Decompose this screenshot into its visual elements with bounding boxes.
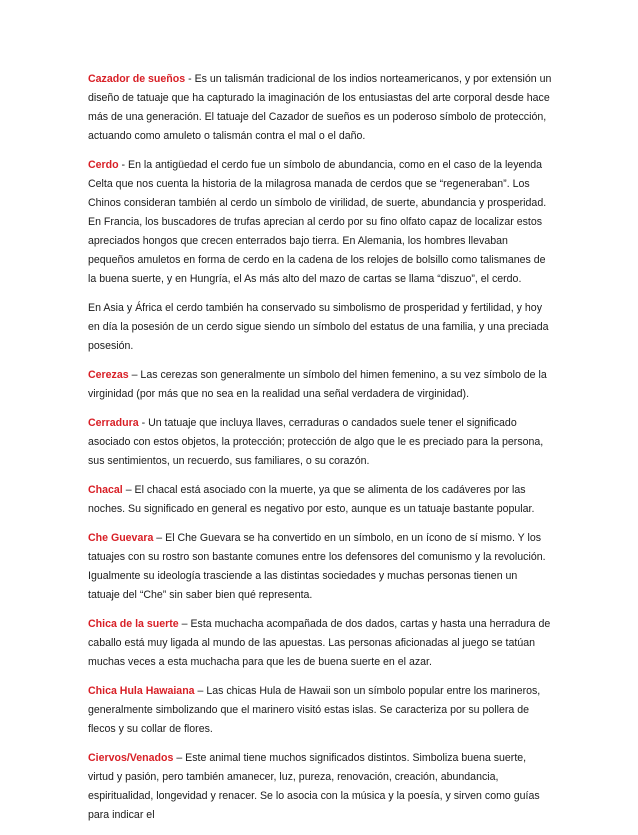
- entry-term: Ciervos/Venados: [88, 752, 174, 764]
- entry-separator: -: [138, 417, 149, 429]
- entry-separator: –: [128, 369, 141, 381]
- entry-term: Cerezas: [88, 369, 129, 381]
- entry-text: En la antigüedad el cerdo fue un símbolo de abundancia, como en el caso de la leyenda Celta que nos cuenta la historia de la milagrosa manada de cerdos que se “regeneraban”. Los Chinos consideran también al cerdo un símbolo de virilidad, de suerte, abundancia y prosperidad. En Francia, los buscadores de trufas aprecian al cerdo por su fino olfato capaz de localizar estos apreciados hongos que crecen enterrados bajo tierra. En Alemania, los hombres llevaban pequeños amuletos en forma de cerdo en la cadena de los relojes de bolsillo como talismanes de la buena suerte, y en Hungría, el As más alto del mazo de cartas se llama “diszuo”, el cerdo.: [88, 159, 547, 285]
- entry-text: Esta muchacha acompañada de dos dados, cartas y hasta una herradura de caballo está muy ligada al mundo de las apuestas. Las personas aficionadas al juego se tatúan muchas veces a esta muchacha para que les de buena suerte en el azar.: [88, 618, 551, 668]
- entry-separator: –: [194, 685, 207, 697]
- entry-chica-de-la-suerte: [88, 615, 552, 672]
- entry-chacal: [88, 481, 552, 519]
- entry-text: Un tatuaje que incluya llaves, cerraduras o candados suele tener el significado asociado con estos objetos, la protección; protección de algo que le es preciado para la persona, sus sentimientos, un recuerdo, sus familiares, o su corazón.: [88, 417, 544, 467]
- entry-text: El Che Guevara se ha convertido en un símbolo, en un ícono de sí mismo. Y los tatuajes con su rostro son bastante comunes entre los defensores del comunismo y la revolución. Igualmente su ideología trasciende a las distintas sociedades y muchas personas tienen un tatuaje del “Che” sin saber bien qué representa.: [88, 532, 546, 601]
- entry-term: Cerdo: [88, 159, 119, 171]
- entry-che-guevara: [88, 529, 552, 605]
- entry-separator: -: [185, 73, 195, 85]
- entry-ciervos-venados: [88, 749, 552, 825]
- entry-cazador-de-suenos: [88, 70, 552, 146]
- entry-text: El chacal está asociado con la muerte, ya que se alimenta de los cadáveres por las noches. Su significado en general es negativo por esto, aunque es un tatuaje bastante popular.: [88, 484, 535, 515]
- entry-term: Che Guevara: [88, 532, 154, 544]
- entry-cerradura: [88, 414, 552, 471]
- entry-cerezas: [88, 366, 552, 404]
- entry-separator: -: [118, 159, 129, 171]
- entry-text: En Asia y África el cerdo también ha conservado su simbolismo de prosperidad y fertilidad, y hoy en día la posesión de un cerdo sigue siendo un símbolo del estatus de una familia, y una preciada posesión.: [88, 302, 549, 352]
- entry-term: Chica Hula Hawaiana: [88, 685, 195, 697]
- entry-separator: –: [173, 752, 186, 764]
- entry-term: Cerradura: [88, 417, 139, 429]
- entry-chica-hula-hawaiana: [88, 682, 552, 739]
- entry-term: Chacal: [88, 484, 123, 496]
- entry-text: Las cerezas son generalmente un símbolo del himen femenino, a su vez símbolo de la virginidad (por más que no sea en la realidad una señal verdadera de virginidad).: [88, 369, 547, 400]
- entry-text: Es un talismán tradicional de los indios norteamericanos, y por extensión un diseño de tatuaje que ha capturado la imaginación de los entusiastas del arte corporal desde hace más de una generación. El tatuaje del Cazador de sueños es un poderoso símbolo de protección, actuando como amuleto o talismán contra el mal o el daño.: [88, 73, 552, 142]
- entry-separator: –: [153, 532, 166, 544]
- entry-term: Cazador de sueños: [88, 73, 186, 85]
- entry-separator: –: [122, 484, 135, 496]
- entry-text: Este animal tiene muchos significados distintos. Simboliza buena suerte, virtud y pasión, pero también amanecer, luz, pureza, renovación, creación, abundancia, espiritualidad, longevidad y renacer. Se lo asocia con la música y la poesía, y sirven como guías para indicar el: [88, 752, 540, 821]
- entry-text: Las chicas Hula de Hawaii son un símbolo popular entre los marineros, generalmente simbolizando que el marinero visitó estas islas. Se caracteriza por su pollera de flecos y su collar de flores.: [88, 685, 541, 735]
- entry-term: Chica de la suerte: [88, 618, 179, 630]
- entry-cerdo-continuation: [88, 299, 552, 356]
- entry-cerdo: [88, 156, 552, 289]
- entry-separator: –: [178, 618, 191, 630]
- document-page: [88, 70, 552, 835]
